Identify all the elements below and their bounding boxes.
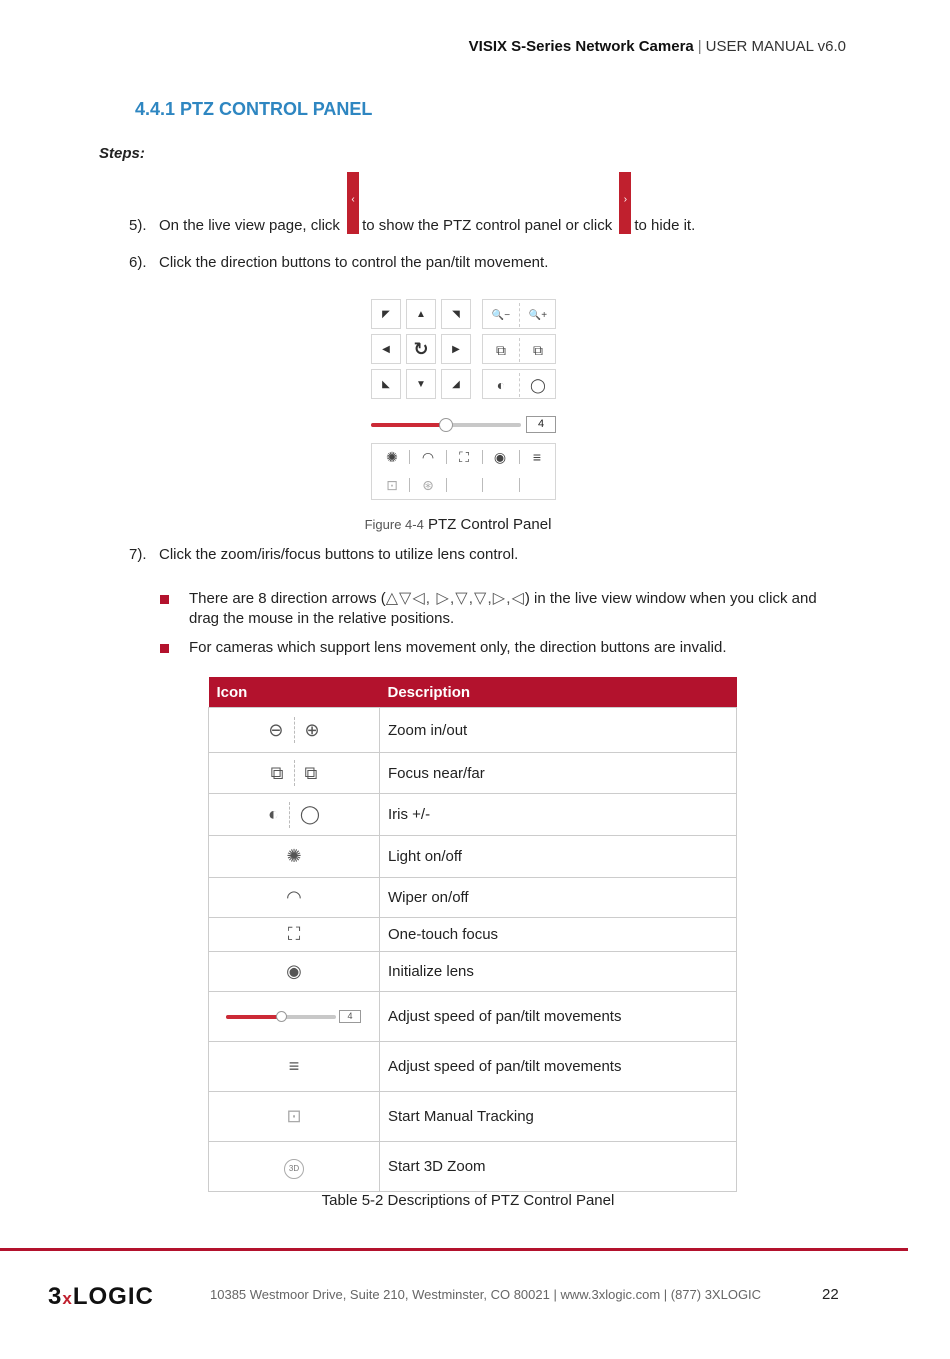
table-row (209, 952, 737, 992)
manual-tracking-icon[interactable]: ⊡ (386, 476, 398, 493)
description-cell: Focus near/far (380, 753, 737, 794)
bullet-item (160, 589, 850, 629)
zoom-out-icon: ⊖ (268, 719, 284, 740)
wiper-icon[interactable]: ◠ (422, 448, 434, 465)
one-touch-focus-icon[interactable]: ⛶ (459, 448, 469, 465)
table-row (209, 836, 737, 878)
footer-address: 10385 Westmoor Drive, Suite 210, Westminster, CO 80021 | www.3xlogic.com | (877) 3XLOGIC (210, 1287, 762, 1302)
table-header-row (209, 677, 737, 708)
description-cell: Zoom in/out (380, 708, 737, 753)
speed-value: 4 (526, 416, 556, 433)
step-6 (129, 254, 548, 271)
step-number: 7). (129, 546, 147, 563)
3d-zoom-icon[interactable]: ⊛ (422, 476, 434, 493)
description-cell: One-touch focus (380, 918, 737, 952)
menu-icon[interactable]: ≡ (532, 449, 542, 465)
function-group (371, 443, 556, 500)
header-description: Description (380, 677, 737, 708)
figure-number: Figure 4-4 (364, 517, 424, 532)
chevron-right-icon: › (623, 194, 628, 205)
focus-group (482, 334, 556, 364)
steps-label: Steps: (99, 145, 145, 162)
direction-arrows-icon: △▽◁, ▷,▽,▽,▷,◁ (385, 590, 525, 607)
down-left-button[interactable]: ◣ (371, 369, 401, 399)
bullet-item (160, 638, 850, 658)
up-right-button[interactable]: ◥ (441, 299, 471, 329)
bullet-text: For cameras which support lens movement only, the direction buttons are invalid. (189, 639, 727, 656)
description-cell: Start Manual Tracking (380, 1092, 737, 1142)
icon-cell (209, 708, 380, 753)
icon-cell (209, 753, 380, 794)
initialize-lens-icon: ◉ (209, 952, 380, 992)
right-button[interactable]: ▶ (441, 334, 471, 364)
table-row (209, 1042, 737, 1092)
hide-panel-tab[interactable] (619, 172, 631, 234)
down-right-button[interactable]: ◢ (441, 369, 471, 399)
icon-cell (209, 794, 380, 836)
iris-plus-icon: ◐ (267, 804, 279, 824)
table-row (209, 753, 737, 794)
bullet-text: There are 8 direction arrows ( (189, 590, 386, 607)
table-row (209, 918, 737, 952)
iris-plus-icon[interactable]: ◐ (496, 377, 506, 393)
focus-far-icon[interactable]: ⧉ (533, 341, 543, 358)
description-cell: Wiper on/off (380, 878, 737, 918)
footer-rule (0, 1248, 908, 1251)
ptz-description-table (208, 677, 737, 1192)
step-5 (129, 172, 695, 234)
ptz-control-panel (370, 298, 560, 503)
table-caption: Table 5-2 Descriptions of PTZ Control Panel (321, 1192, 615, 1209)
description-cell: Light on/off (380, 836, 737, 878)
manual-version: USER MANUAL v6.0 (705, 38, 846, 55)
table-row (209, 708, 737, 753)
3d-zoom-icon (209, 1142, 380, 1192)
figure-title: PTZ Control Panel (428, 516, 552, 533)
bullet-text: ) in the live view window when you click and drag the mouse in the relative positions. (189, 590, 817, 627)
company-logo: 3xLOGIC (48, 1283, 154, 1310)
table-row (209, 1092, 737, 1142)
description-cell: Iris +/- (380, 794, 737, 836)
iris-minus-icon[interactable]: ◯ (530, 376, 546, 393)
description-cell: Adjust speed of pan/tilt movements (380, 992, 737, 1042)
table-row (209, 794, 737, 836)
table-slider-fill (226, 1015, 281, 1019)
left-button[interactable]: ◀ (371, 334, 401, 364)
table-slider-handle (276, 1011, 287, 1022)
up-left-button[interactable]: ◤ (371, 299, 401, 329)
description-cell: Adjust speed of pan/tilt movements (380, 1042, 737, 1092)
step-number: 5). (129, 217, 147, 234)
speed-slider-fill (371, 423, 446, 427)
header-separator: | (697, 38, 702, 55)
up-button[interactable]: ▲ (406, 299, 436, 329)
auto-scan-button[interactable]: ↻ (406, 334, 436, 364)
zoom-in-icon[interactable]: 🔍+ (528, 309, 548, 321)
one-touch-focus-icon: ⛶ (209, 918, 380, 952)
table-row (209, 992, 737, 1042)
step-text: On the live view page, click (159, 217, 340, 234)
light-icon: ✺ (209, 836, 380, 878)
menu-icon: ≡ (209, 1042, 380, 1092)
wiper-icon: ◠ (209, 878, 380, 918)
step-7 (129, 546, 518, 563)
bullet-square-icon (160, 644, 169, 653)
speed-slider-icon (209, 992, 380, 1042)
zoom-out-icon[interactable]: 🔍− (491, 309, 511, 321)
manual-tracking-icon: ⊡ (209, 1092, 380, 1142)
step-text: to show the PTZ control panel or click (362, 217, 613, 234)
table-row (209, 878, 737, 918)
description-cell: Start 3D Zoom (380, 1142, 737, 1192)
light-icon[interactable]: ✺ (386, 448, 398, 465)
step-number: 6). (129, 254, 147, 271)
focus-near-icon: ⧉ (270, 762, 284, 783)
running-header (469, 38, 846, 55)
speed-slider-handle[interactable] (439, 418, 453, 432)
description-cell: Initialize lens (380, 952, 737, 992)
figure-caption (0, 516, 916, 533)
step-text: Click the zoom/iris/focus buttons to utilize lens control. (159, 546, 519, 563)
step-text: Click the direction buttons to control the pan/tilt movement. (159, 254, 549, 271)
iris-group (482, 369, 556, 399)
step-text: to hide it. (634, 217, 696, 234)
show-panel-tab[interactable] (347, 172, 359, 234)
product-name: VISIX S-Series Network Camera (468, 38, 694, 55)
header-icon: Icon (209, 677, 380, 708)
focus-near-icon[interactable]: ⧉ (496, 341, 506, 358)
zoom-group (482, 299, 556, 329)
page-number: 22 (822, 1286, 839, 1303)
bullet-square-icon (160, 595, 169, 604)
focus-far-icon: ⧉ (304, 762, 318, 783)
initialize-lens-icon[interactable]: ◉ (493, 448, 507, 465)
chevron-left-icon: ‹ (351, 194, 355, 205)
section-title: 4.4.1 PTZ CONTROL PANEL (135, 99, 373, 119)
iris-minus-icon: ◯ (299, 804, 321, 824)
zoom-in-icon: ⊕ (304, 719, 320, 740)
table-row (209, 1142, 737, 1192)
3d-badge: 3D (284, 1159, 304, 1179)
down-button[interactable]: ▼ (406, 369, 436, 399)
table-speed-value: 4 (339, 1010, 361, 1023)
